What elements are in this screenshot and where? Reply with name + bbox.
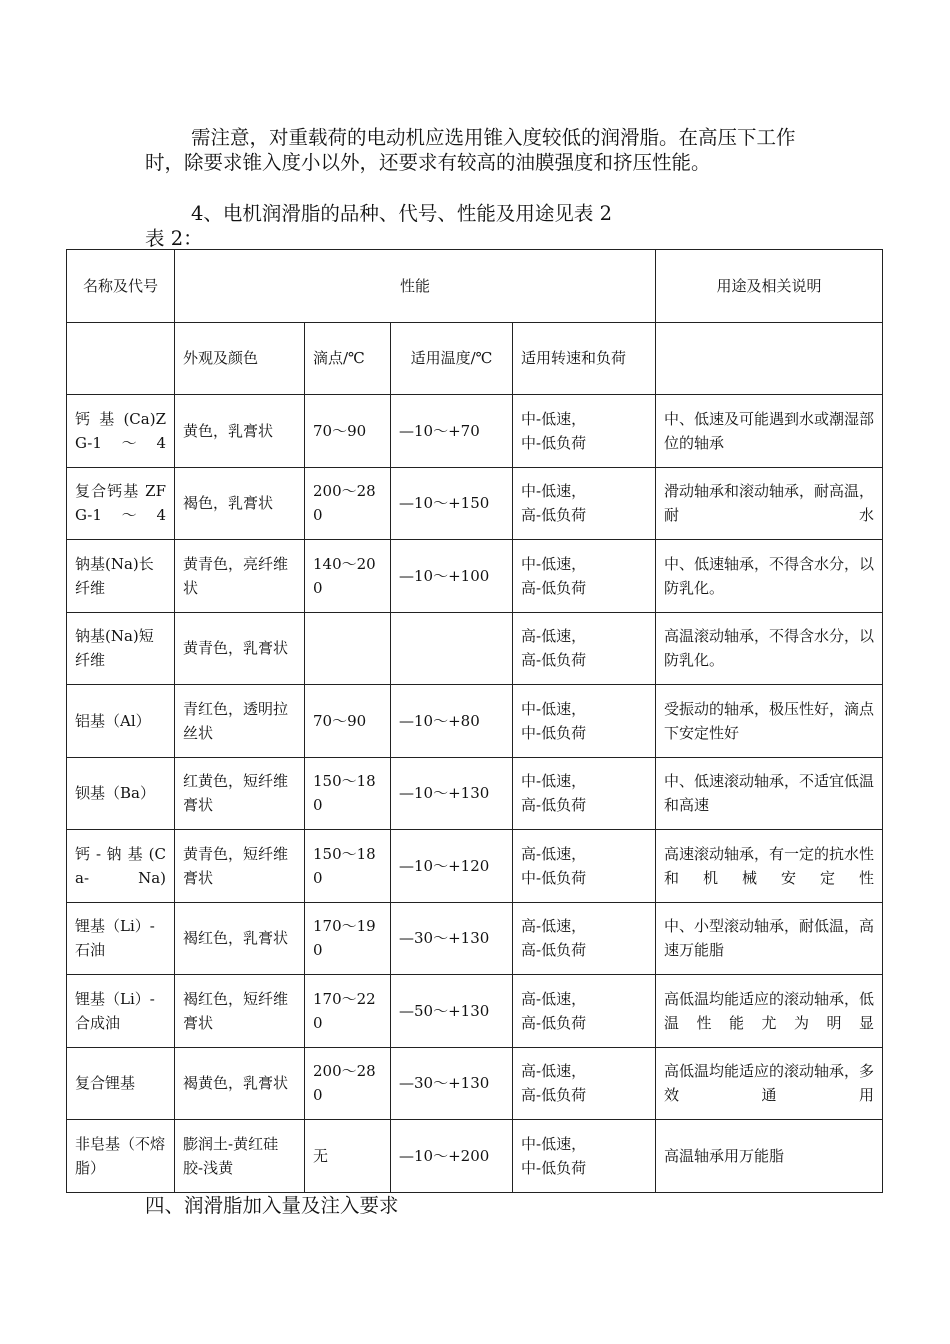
table-row (67, 395, 883, 468)
speed-text: 高-低速， (521, 1062, 587, 1081)
cell-speed-load (513, 540, 656, 613)
cell-usage: 滑动轴承和滚动轴承，耐高温，耐水 (656, 467, 883, 540)
cell-appearance: 褐红色，短纤维膏状 (175, 975, 305, 1048)
cell-name: 钙 - 钠 基 (Ca- Na) (67, 830, 175, 903)
table-row (67, 1047, 883, 1120)
table-row (67, 685, 883, 758)
speed-text: 中-低速， (521, 554, 587, 573)
cell-name: 非皂基（不熔脂） (67, 1120, 175, 1193)
cell-speed-load (513, 395, 656, 468)
cell-speed-load (513, 757, 656, 830)
cell-appearance: 褐红色，乳膏状 (175, 902, 305, 975)
cell-appearance: 黄青色，亮纤维状 (175, 540, 305, 613)
cell-appearance: 黄青色，乳膏状 (175, 612, 305, 685)
load-text: 中-低负荷 (521, 868, 587, 887)
cell-appearance: 黄色，乳膏状 (175, 395, 305, 468)
cell-drop-point: 170～190 (305, 902, 391, 975)
table-row (67, 612, 883, 685)
load-text: 高-低负荷 (521, 796, 587, 815)
cell-usage: 中、低速滚动轴承，不适宜低温和高速 (656, 757, 883, 830)
cell-appearance: 黄青色，短纤维膏状 (175, 830, 305, 903)
load-text: 中-低负荷 (521, 433, 587, 452)
cell-temperature: —10～+80 (391, 685, 513, 758)
cell-temperature: —30～+130 (391, 1047, 513, 1120)
subheader-temperature: 适用温度/℃ (391, 322, 513, 395)
cell-speed-load (513, 902, 656, 975)
cell-speed-load (513, 975, 656, 1048)
speed-text: 中-低速， (521, 699, 587, 718)
cell-temperature: —30～+130 (391, 902, 513, 975)
cell-name: 钡基（Ba） (67, 757, 175, 830)
speed-text: 高-低速， (521, 627, 587, 646)
speed-text: 中-低速， (521, 1134, 587, 1153)
intro-paragraph: 需注意，对重载荷的电动机应选用锥入度较低的润滑脂。在高压下工作时，除要求锥入度小以外，还要求有较高的油膜强度和挤压性能。 (145, 126, 796, 174)
cell-usage: 中、小型滚动轴承，耐低温，高速万能脂 (656, 902, 883, 975)
cell-drop-point: 150～180 (305, 830, 391, 903)
speed-text: 中-低速， (521, 409, 587, 428)
subheader-appearance: 外观及颜色 (175, 322, 305, 395)
cell-name: 复合钙基 ZFG-1～4 (67, 467, 175, 540)
subheader-empty (67, 322, 175, 395)
cell-drop-point: 200～280 (305, 467, 391, 540)
cell-speed-load (513, 1047, 656, 1120)
table-row (67, 757, 883, 830)
cell-usage: 高低温均能适应的滚动轴承，低温性能尤为明显 (656, 975, 883, 1048)
cell-speed-load (513, 830, 656, 903)
cell-name: 复合锂基 (67, 1047, 175, 1120)
cell-drop-point: 150～180 (305, 757, 391, 830)
table-subheader-row (67, 322, 883, 395)
speed-text: 中-低速， (521, 772, 587, 791)
subheader-usage-empty (656, 322, 883, 395)
table-row (67, 467, 883, 540)
cell-drop-point: 170～220 (305, 975, 391, 1048)
header-name: 名称及代号 (67, 250, 175, 323)
cell-name: 锂基（Li）-石油 (67, 902, 175, 975)
table-intro-line: 4、电机润滑脂的品种、代号、性能及用途见表 2 (191, 202, 613, 225)
cell-speed-load (513, 685, 656, 758)
cell-temperature: —10～+70 (391, 395, 513, 468)
cell-usage: 受振动的轴承，极压性好，滴点下安定性好 (656, 685, 883, 758)
load-text: 高-低负荷 (521, 1013, 587, 1032)
speed-text: 中-低速， (521, 482, 587, 501)
cell-usage: 高速滚动轴承，有一定的抗水性和机械安定性 (656, 830, 883, 903)
cell-name: 铝基（Al） (67, 685, 175, 758)
cell-speed-load (513, 467, 656, 540)
cell-temperature: —50～+130 (391, 975, 513, 1048)
cell-appearance: 青红色，透明拉丝状 (175, 685, 305, 758)
cell-speed-load (513, 612, 656, 685)
load-text: 高-低负荷 (521, 1086, 587, 1105)
cell-appearance: 褐黄色，乳膏状 (175, 1047, 305, 1120)
load-text: 高-低负荷 (521, 651, 587, 670)
cell-drop-point: 140～200 (305, 540, 391, 613)
speed-text: 高-低速， (521, 989, 587, 1008)
cell-temperature: —10～+150 (391, 467, 513, 540)
cell-drop-point: 70～90 (305, 395, 391, 468)
table-row (67, 830, 883, 903)
cell-usage: 高低温均能适应的滚动轴承，多效通用 (656, 1047, 883, 1120)
cell-drop-point: 200～280 (305, 1047, 391, 1120)
speed-text: 高-低速， (521, 917, 587, 936)
cell-appearance: 红黄色，短纤维膏状 (175, 757, 305, 830)
cell-temperature: —10～+120 (391, 830, 513, 903)
load-text: 高-低负荷 (521, 506, 587, 525)
cell-name: 钙 基 (Ca)ZG-1～4 (67, 395, 175, 468)
cell-temperature (391, 612, 513, 685)
cell-drop-point: 无 (305, 1120, 391, 1193)
table-header-row (67, 250, 883, 323)
load-text: 中-低负荷 (521, 1158, 587, 1177)
cell-appearance: 膨润土-黄红硅胶-浅黄 (175, 1120, 305, 1193)
cell-name: 钠基(Na)短纤维 (67, 612, 175, 685)
load-text: 中-低负荷 (521, 723, 587, 742)
cell-name: 钠基(Na)长纤维 (67, 540, 175, 613)
table-caption: 表 2： (145, 227, 203, 250)
table-row (67, 975, 883, 1048)
cell-usage: 高温滚动轴承，不得含水分，以防乳化。 (656, 612, 883, 685)
table-row (67, 902, 883, 975)
cell-temperature: —10～+130 (391, 757, 513, 830)
cell-drop-point (305, 612, 391, 685)
section-heading: 四、润滑脂加入量及注入要求 (145, 1194, 399, 1217)
subheader-speed-load: 适用转速和负荷 (513, 322, 656, 395)
speed-text: 高-低速， (521, 844, 587, 863)
subheader-drop-point: 滴点/℃ (305, 322, 391, 395)
header-performance: 性能 (175, 250, 656, 323)
load-text: 高-低负荷 (521, 941, 587, 960)
table-row (67, 1120, 883, 1193)
cell-temperature: —10～+200 (391, 1120, 513, 1193)
cell-name: 锂基（Li）-合成油 (67, 975, 175, 1048)
cell-appearance: 褐色，乳膏状 (175, 467, 305, 540)
cell-speed-load (513, 1120, 656, 1193)
table-row (67, 540, 883, 613)
cell-usage: 中、低速及可能遇到水或潮湿部位的轴承 (656, 395, 883, 468)
cell-temperature: —10～+100 (391, 540, 513, 613)
load-text: 高-低负荷 (521, 578, 587, 597)
cell-drop-point: 70～90 (305, 685, 391, 758)
grease-table (66, 249, 883, 1193)
header-usage: 用途及相关说明 (656, 250, 883, 323)
cell-usage: 中、低速轴承，不得含水分，以防乳化。 (656, 540, 883, 613)
cell-usage: 高温轴承用万能脂 (656, 1120, 883, 1193)
